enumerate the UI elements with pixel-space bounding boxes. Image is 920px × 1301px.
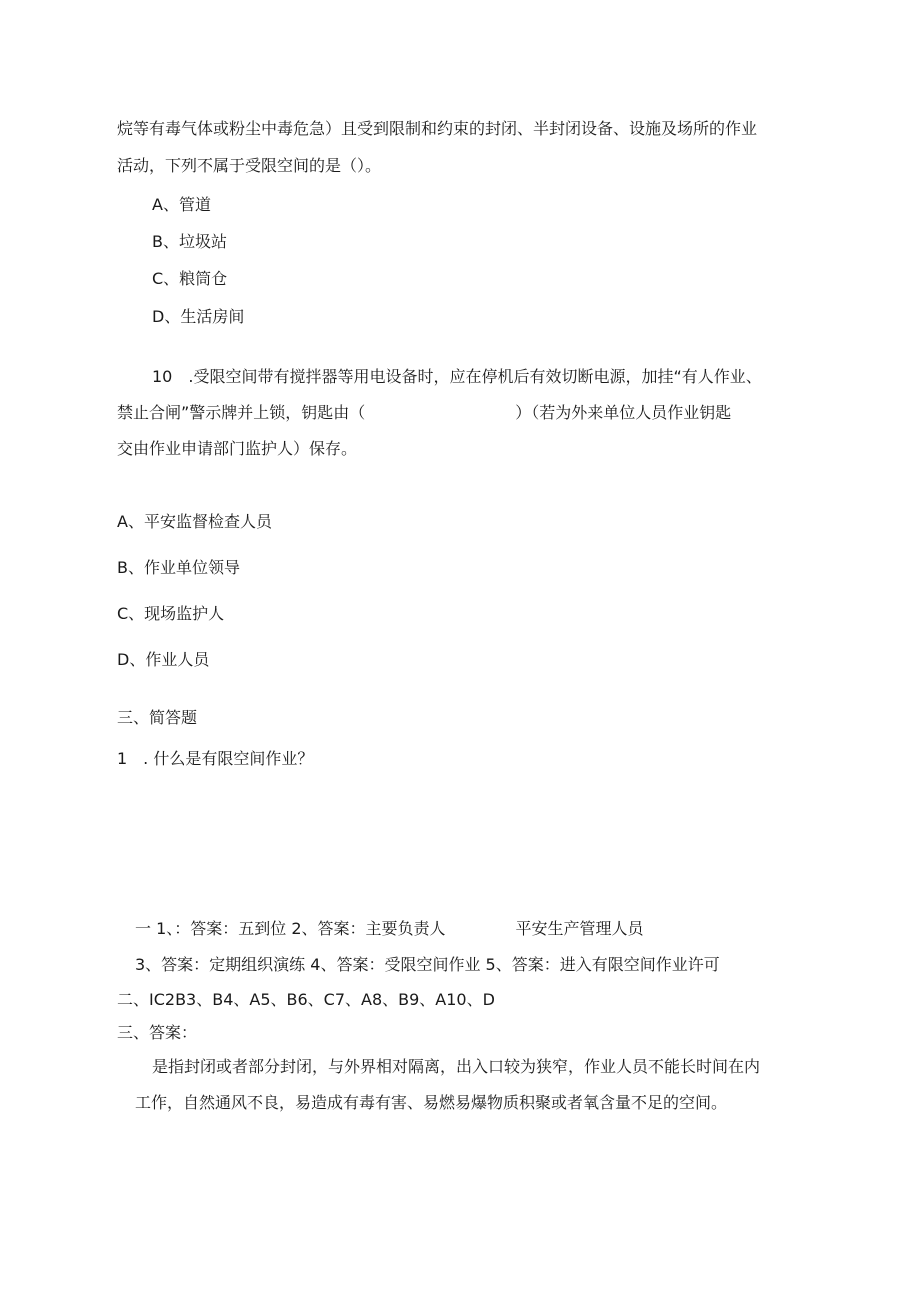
answers-line6: 工作，自然通风不良，易造成有毒有害、易燃易爆物质积聚或者氧含量不足的空间。: [135, 1093, 728, 1112]
answers-line1-part1: 一 1、：答案：五到位 2、答案：主要负责人: [135, 919, 446, 938]
q10-stem-line2-after-blank: ）（若为外来单位人员作业钥匙: [515, 403, 732, 422]
q9-option-d: D、生活房间: [152, 307, 245, 326]
section3-heading: 三、简答题: [117, 708, 198, 727]
q10-stem-line1: 10 .受限空间带有搅拌器等用电设备时，应在停机后有效切断电源，加挂“有人作业、: [152, 367, 762, 386]
answers-line1: [135, 918, 644, 940]
q9-stem-line1: 烷等有毒气体或粉尘中毒危急）且受到限制和约束的封闭、半封闭设备、设施及场所的作业: [117, 119, 758, 138]
answers-line5: 是指封闭或者部分封闭，与外界相对隔离，出入口较为狭窄，作业人员不能长时间在内: [152, 1057, 761, 1076]
q10-stem-line2-before-blank: 禁止合闸”警示牌并上锁，钥匙由（: [117, 403, 366, 422]
q10-option-d: D、作业人员: [117, 650, 210, 669]
q10-stem-line3: 交由作业申请部门监护人）保存。: [117, 439, 358, 458]
q9-option-b: B、垃圾站: [152, 232, 227, 251]
answers-line1-part2: 平安生产管理人员: [515, 919, 644, 938]
section3-question1: 1 . 什么是有限空间作业？: [117, 749, 314, 768]
answers-line4: 三、答案：: [117, 1023, 198, 1042]
answers-line3: 二、IC2B3、B4、A5、B6、C7、A8、B9、A10、D: [117, 990, 495, 1009]
answers-line2: 3、答案：定期组织演练 4、答案：受限空间作业 5、答案：进入有限空间作业许可: [135, 955, 720, 974]
q10-option-a: A、平安监督检查人员: [117, 512, 272, 531]
q10-stem-line2: [117, 402, 731, 424]
q10-option-b: B、作业单位领导: [117, 558, 240, 577]
q10-option-c: C、现场监护人: [117, 604, 225, 623]
q9-option-a: A、管道: [152, 195, 211, 214]
q9-stem-line2: 活动，下列不属于受限空间的是（）。: [117, 156, 382, 175]
q9-option-c: C、粮筒仓: [152, 269, 228, 288]
